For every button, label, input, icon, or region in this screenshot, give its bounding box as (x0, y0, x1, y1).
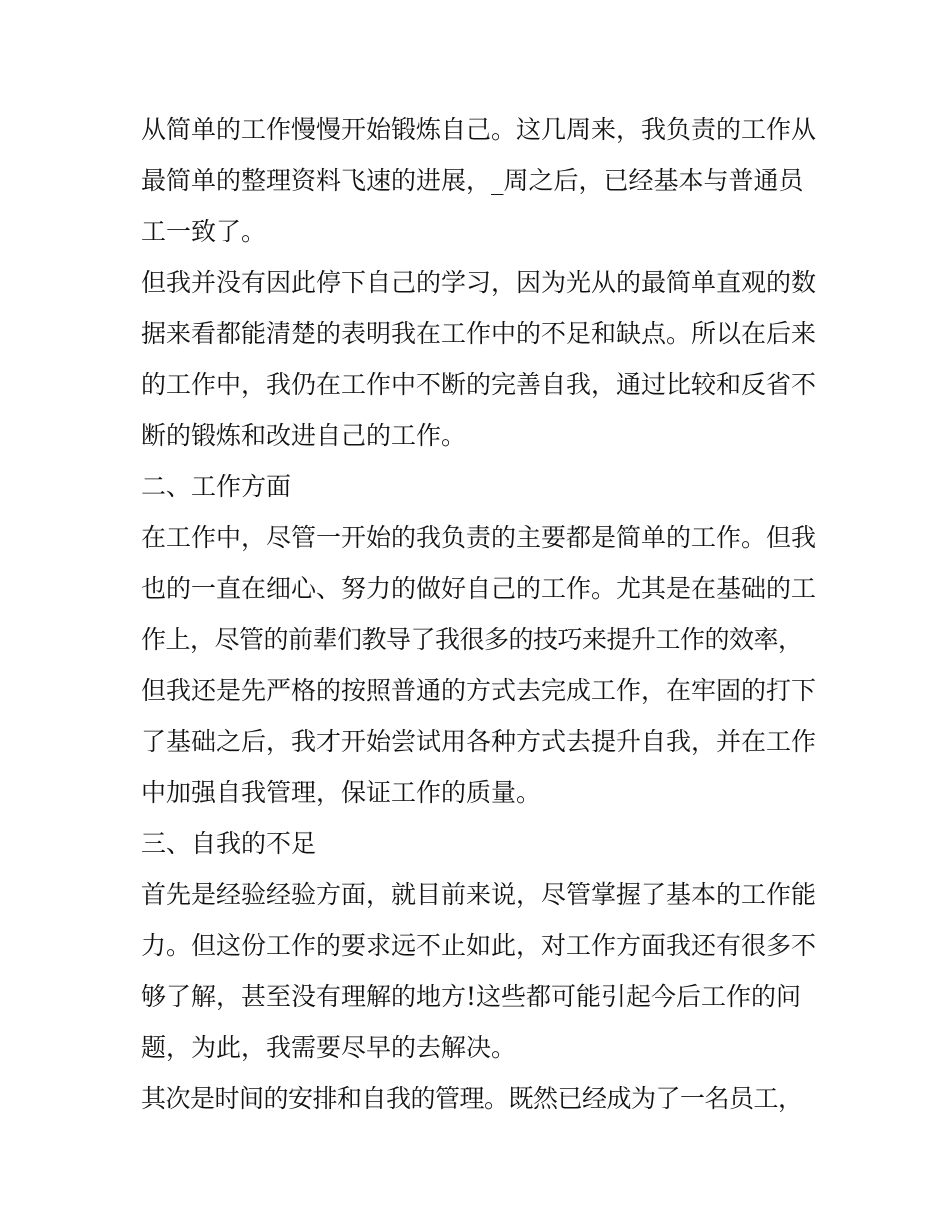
text-line: 也的一直在细心、努力的做好自己的工作。尤其是在基础的工 (141, 574, 817, 603)
text-line: 力。但这份工作的要求远不止如此，对工作方面我还有很多不 (141, 931, 817, 960)
text-line: 但我并没有因此停下自己的学习，因为光从的最简单直观的数 (141, 268, 817, 297)
text-line: 了基础之后，我才开始尝试用各种方式去提升自我，并在工作 (141, 727, 817, 756)
text-line: 作上，尽管的前辈们教导了我很多的技巧来提升工作的效率， (141, 625, 803, 654)
text-line: 题，为此，我需要尽早的去解决。 (141, 1033, 517, 1062)
text-line: 在工作中，尽管一开始的我负责的主要都是简单的工作。但我 (141, 523, 817, 552)
text-line: 最简单的整理资料飞速的进展，_周之后，已经基本与普通员 (141, 166, 804, 195)
text-line: 其次是时间的安排和自我的管理。既然已经成为了一名员工， (141, 1084, 803, 1113)
text-line: 首先是经验经验方面，就目前来说，尽管掌握了基本的工作能 (141, 880, 817, 909)
section-heading: 二、工作方面 (141, 472, 292, 501)
document-body (141, 104, 817, 1124)
text-line: 工一致了。 (141, 217, 267, 246)
text-line: 据来看都能清楚的表明我在工作中的不足和缺点。所以在后来 (141, 319, 817, 348)
text-line: 中加强自我管理，保证工作的质量。 (141, 778, 542, 807)
text-line: 够了解，甚至没有理解的地方!这些都可能引起今后工作的问 (141, 982, 802, 1011)
text-line: 断的锻炼和改进自己的工作。 (141, 421, 467, 450)
text-line: 从简单的工作慢慢开始锻炼自己。这几周来，我负责的工作从 (141, 115, 817, 144)
text-line: 但我还是先严格的按照普通的方式去完成工作，在牢固的打下 (141, 676, 817, 705)
section-heading: 三、自我的不足 (141, 829, 317, 858)
text-line: 的工作中，我仍在工作中不断的完善自我，通过比较和反省不 (141, 370, 817, 399)
